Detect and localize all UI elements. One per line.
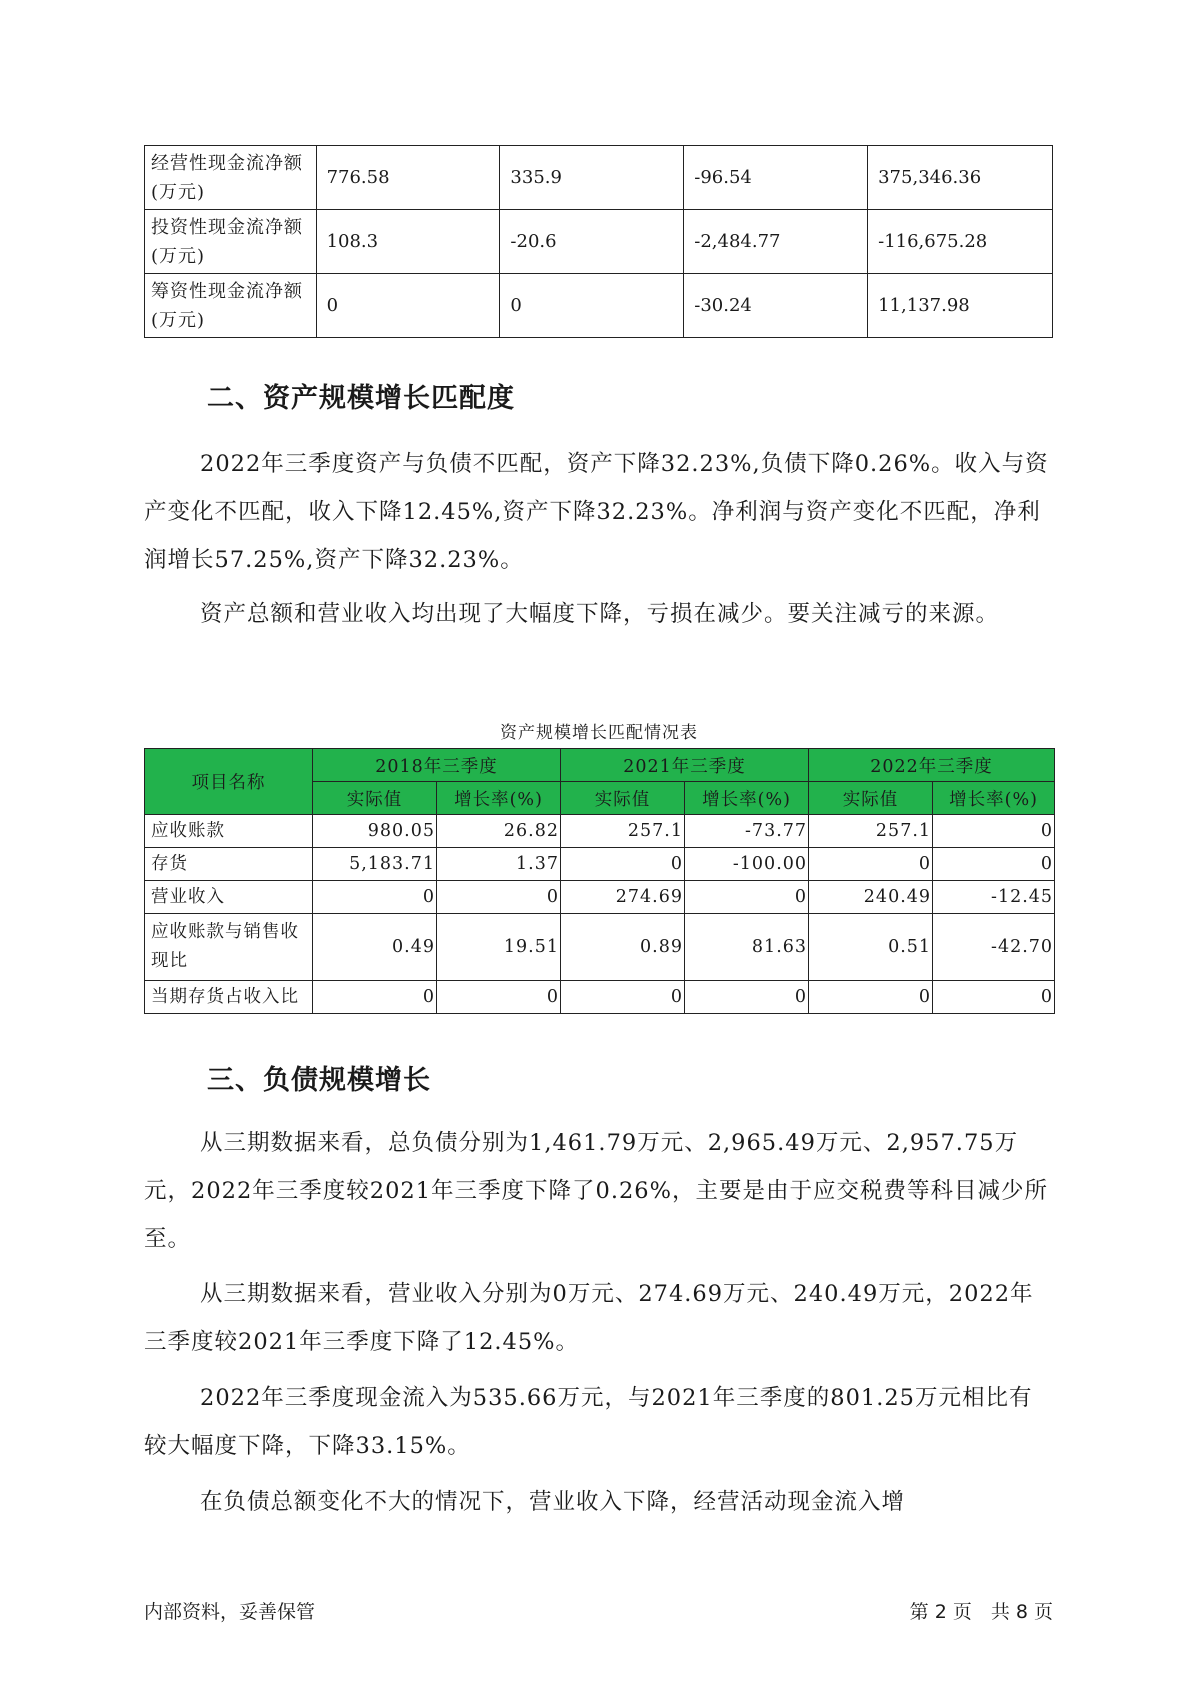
table-cell: 0 — [933, 981, 1055, 1014]
table-cell: 5,183.71 — [313, 848, 437, 881]
table-cell: 0 — [809, 981, 933, 1014]
table-row — [145, 914, 1055, 981]
table-cell: 0 — [685, 881, 809, 914]
header-item-name: 项目名称 — [145, 749, 313, 815]
subheader-actual: 实际值 — [313, 782, 437, 815]
subheader-actual: 实际值 — [561, 782, 685, 815]
table-cell: -42.70 — [933, 914, 1055, 981]
row-label: 投资性现金流净额(万元) — [145, 210, 317, 274]
table-cell: 0.89 — [561, 914, 685, 981]
table-cell: -73.77 — [685, 815, 809, 848]
table-cell: 257.1 — [561, 815, 685, 848]
paragraph: 资产总额和营业收入均出现了大幅度下降，亏损在减少。要关注减亏的来源。 — [200, 601, 1000, 627]
header-period: 2021年三季度 — [561, 749, 809, 782]
table-cell: 81.63 — [685, 914, 809, 981]
row-label: 经营性现金流净额(万元) — [145, 146, 317, 210]
table-cell: 0.49 — [313, 914, 437, 981]
table-row — [145, 274, 1053, 338]
header-period: 2018年三季度 — [313, 749, 561, 782]
table-cell: -12.45 — [933, 881, 1055, 914]
table-cell: -96.54 — [684, 146, 868, 210]
row-label: 存货 — [145, 848, 313, 881]
table-cell: 0 — [437, 881, 561, 914]
table-cell: 0 — [316, 274, 500, 338]
table-cell: -116,675.28 — [868, 210, 1053, 274]
table-cell: 0.51 — [809, 914, 933, 981]
table-cell: 0 — [561, 848, 685, 881]
table-cell: 257.1 — [809, 815, 933, 848]
table-cell: 335.9 — [500, 146, 684, 210]
table-cell: 776.58 — [316, 146, 500, 210]
table-cell: 0 — [313, 981, 437, 1014]
row-label: 筹资性现金流净额(万元) — [145, 274, 317, 338]
table-row — [145, 146, 1053, 210]
subheader-growth: 增长率(%) — [685, 782, 809, 815]
table-cell: 0 — [933, 815, 1055, 848]
table-cell: 0 — [437, 981, 561, 1014]
table-cell: 1.37 — [437, 848, 561, 881]
table-cell: 274.69 — [561, 881, 685, 914]
cashflow-table — [144, 145, 1053, 338]
paragraph: 2022年三季度资产与负债不匹配，资产下降32.23%,负债下降0.26%。收入与资产变化不匹配，收入下降12.45%,资产下降32.23%。净利润与资产变化不匹配，净利润增长57.25%,资产下降32.23%。 — [144, 451, 1049, 573]
table-cell: 0 — [933, 848, 1055, 881]
section-heading: 三、负债规模增长 — [207, 1065, 431, 1096]
table-cell: -20.6 — [500, 210, 684, 274]
paragraph: 在负债总额变化不大的情况下，营业收入下降，经营活动现金流入增 — [200, 1489, 906, 1515]
table-cell: 0 — [500, 274, 684, 338]
table-row — [145, 981, 1055, 1014]
subheader-actual: 实际值 — [809, 782, 933, 815]
table-cell: 0 — [561, 981, 685, 1014]
table-caption: 资产规模增长匹配情况表 — [500, 723, 698, 743]
table-row — [145, 848, 1055, 881]
row-label: 应收账款与销售收现比 — [145, 914, 313, 981]
table-row — [145, 210, 1053, 274]
row-label: 应收账款 — [145, 815, 313, 848]
table-cell: -30.24 — [684, 274, 868, 338]
row-label: 营业收入 — [145, 881, 313, 914]
table-row — [145, 881, 1055, 914]
table-cell: 26.82 — [437, 815, 561, 848]
paragraph: 从三期数据来看，营业收入分别为0万元、274.69万元、240.49万元，2022年三季度较2021年三季度下降了12.45%。 — [144, 1281, 1034, 1355]
section-heading: 二、资产规模增长匹配度 — [207, 383, 515, 414]
row-label: 当期存货占收入比 — [145, 981, 313, 1014]
table-cell: 19.51 — [437, 914, 561, 981]
table-row — [145, 815, 1055, 848]
footer-confidential: 内部资料，妥善保管 — [144, 1601, 316, 1623]
table-cell: 11,137.98 — [868, 274, 1053, 338]
asset-scale-table — [144, 748, 1055, 1014]
footer-page-number: 第 2 页 共 8 页 — [909, 1601, 1053, 1623]
paragraph: 2022年三季度现金流入为535.66万元，与2021年三季度的801.25万元相比有较大幅度下降，下降33.15%。 — [144, 1385, 1033, 1459]
subheader-growth: 增长率(%) — [437, 782, 561, 815]
paragraph: 从三期数据来看，总负债分别为1,461.79万元、2,965.49万元、2,957.75万元，2022年三季度较2021年三季度下降了0.26%，主要是由于应交税费等科目减少所至。 — [144, 1130, 1048, 1252]
table-cell: 240.49 — [809, 881, 933, 914]
table-cell: 375,346.36 — [868, 146, 1053, 210]
table-cell: 108.3 — [316, 210, 500, 274]
table-cell: -100.00 — [685, 848, 809, 881]
subheader-growth: 增长率(%) — [933, 782, 1055, 815]
table-cell: 980.05 — [313, 815, 437, 848]
table-cell: 0 — [313, 881, 437, 914]
table-cell: -2,484.77 — [684, 210, 868, 274]
header-period: 2022年三季度 — [809, 749, 1055, 782]
table-cell: 0 — [685, 981, 809, 1014]
table-cell: 0 — [809, 848, 933, 881]
